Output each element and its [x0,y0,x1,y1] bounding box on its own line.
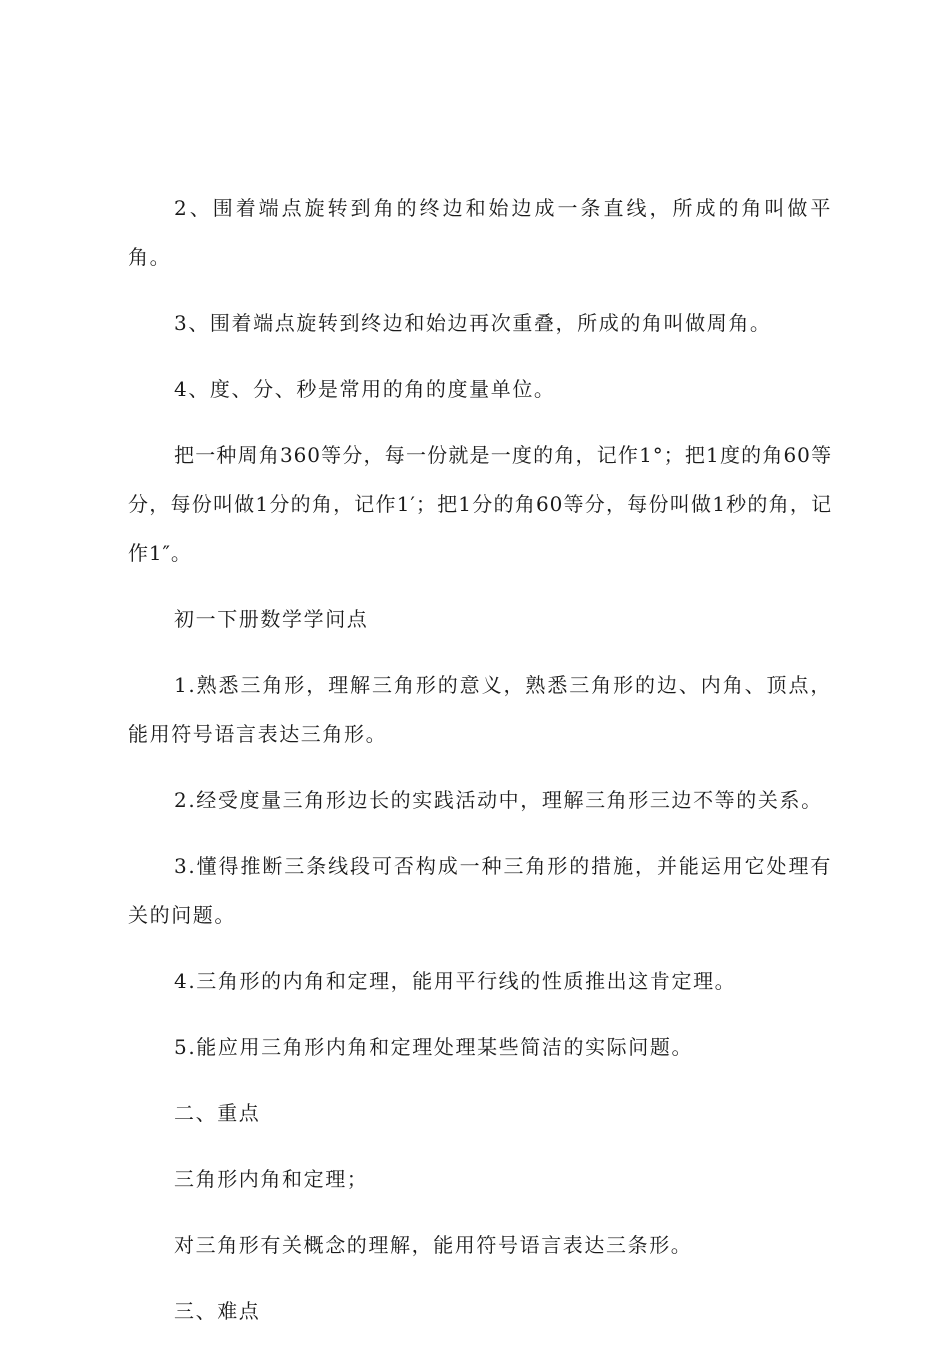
list-item-3: 3.懂得推断三条线段可否构成一种三角形的措施，并能运用它处理有关的问题。 [128,854,832,927]
section-heading-difficulties: 三、难点 [174,1299,261,1323]
paragraph-straight-angle: 2、围着端点旋转到角的终边和始边成一条直线，所成的角叫做平角。 [128,196,832,269]
key-point-1: 三角形内角和定理； [174,1167,369,1191]
paragraph-full-angle: 3、围着端点旋转到终边和始边再次重叠，所成的角叫做周角。 [174,311,772,335]
section-heading-key-points: 二、重点 [174,1101,261,1125]
document-body [128,184,832,1353]
list-item-2: 2.经受度量三角形边长的实践活动中，理解三角形三边不等的关系。 [174,788,823,812]
key-point-2: 对三角形有关概念的理解，能用符号语言表达三条形。 [174,1233,693,1257]
list-item-5: 5.能应用三角形内角和定理处理某些简洁的实际问题。 [174,1035,694,1059]
list-item-4: 4.三角形的内角和定理，能用平行线的性质推出这肯定理。 [174,969,737,993]
paragraph-angle-units: 4、度、分、秒是常用的角的度量单位。 [174,377,556,401]
list-item-1: 1.熟悉三角形，理解三角形的意义，熟悉三角形的边、内角、顶点，能用符号语言表达三角形。 [128,673,832,746]
paragraph-degree-definition: 把一种周角360等分，每一份就是一度的角，记作1°；把1度的角60等分，每份叫做1分的角，记作1′；把1分的角60等分，每份叫做1秒的角，记作1″。 [128,443,832,565]
section-heading-knowledge-points: 初一下册数学学问点 [174,607,369,631]
